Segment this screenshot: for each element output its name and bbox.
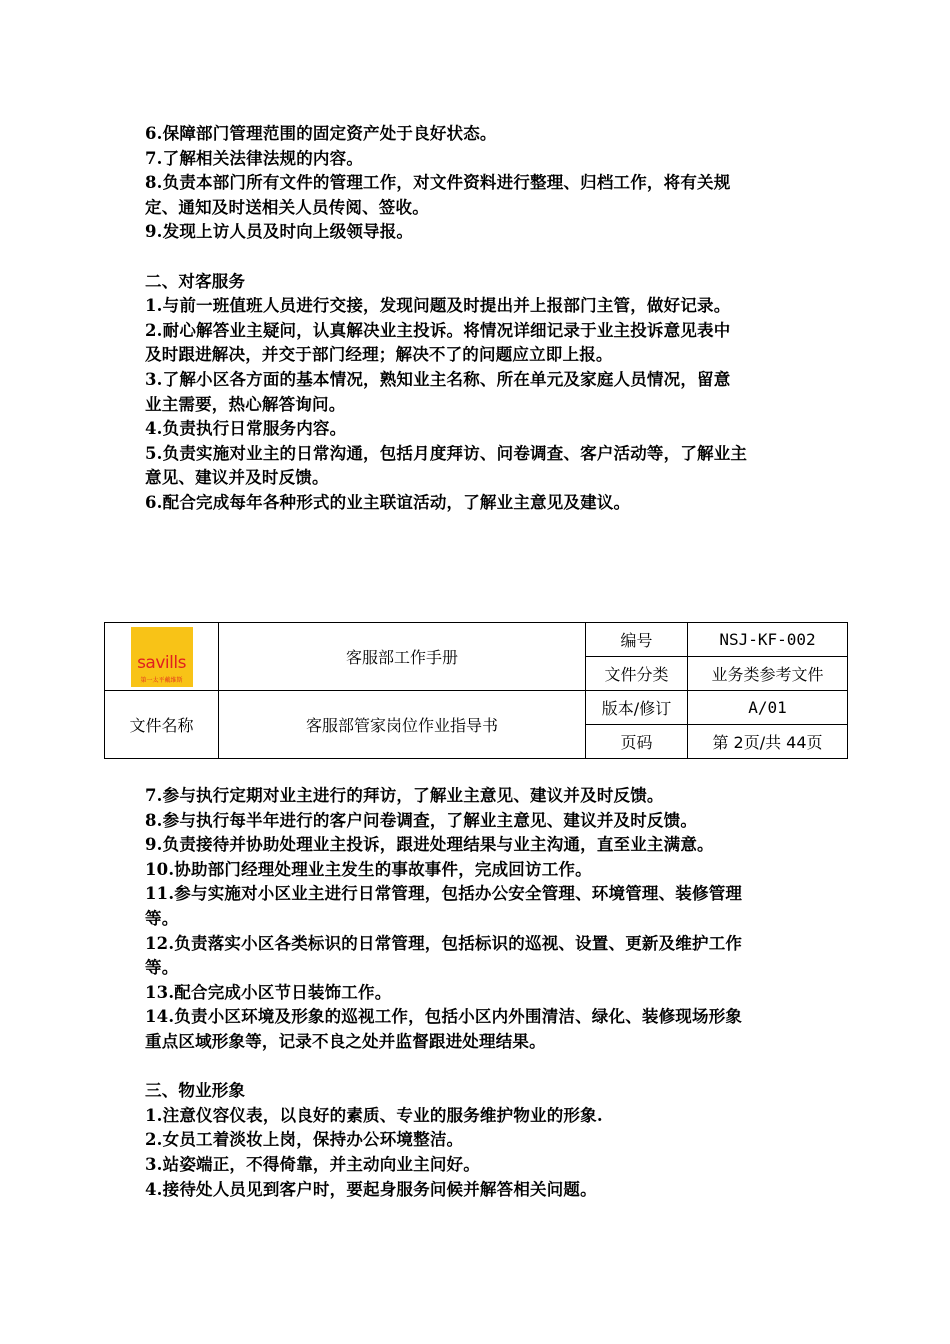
page-value: 第 2页/共 44页 — [688, 725, 848, 759]
code-label: 编号 — [586, 623, 688, 657]
text-line: 12.负责落实小区各类标识的日常管理，包括标识的巡视、设置、更新及维护工作 — [145, 933, 743, 953]
text-line: 等。 — [145, 958, 179, 978]
text-line: 5.负责实施对业主的日常沟通，包括月度拜访、问卷调查、客户活动等，了解业主 — [145, 443, 748, 463]
text-line: 定、通知及时送相关人员传阅、签收。 — [145, 197, 429, 217]
text-line: 等。 — [145, 908, 179, 928]
text-line: 1.与前一班值班人员进行交接，发现问题及时提出并上报部门主管，做好记录。 — [145, 296, 731, 316]
text-line: 7.了解相关法律法规的内容。 — [145, 148, 364, 168]
text-line: 11.参与实施对小区业主进行日常管理，包括办公安全管理、环境管理、装修管理 — [145, 884, 743, 904]
category-label: 文件分类 — [586, 657, 688, 691]
blank-line — [145, 1055, 815, 1080]
bottom-text-section — [145, 784, 815, 1202]
text-line: 8.参与执行每半年进行的客户问卷调查，了解业主意见、建议并及时反馈。 — [145, 810, 698, 830]
category-value: 业务类参考文件 — [688, 657, 848, 691]
savills-logo — [131, 627, 193, 687]
text-line: 3.了解小区各方面的基本情况，熟知业主名称、所在单元及家庭人员情况，留意 — [145, 369, 731, 389]
text-line: 7.参与执行定期对业主进行的拜访，了解业主意见、建议并及时反馈。 — [145, 786, 664, 805]
text-line: 意见、建议并及时反馈。 — [145, 468, 329, 488]
logo-wordmark: savills — [137, 652, 186, 673]
blank-line — [145, 245, 815, 270]
text-line: 及时跟进解决，并交于部门经理；解决不了的问题应立即上报。 — [145, 345, 613, 365]
version-value: A/01 — [688, 691, 848, 725]
text-line: 4.负责执行日常服务内容。 — [145, 419, 347, 439]
text-line: 9.负责接待并协助处理业主投诉，跟进处理结果与业主沟通，直至业主满意。 — [145, 835, 714, 855]
logo-tagline: 第一太平戴维斯 — [140, 676, 183, 684]
code-value: NSJ-KF-002 — [688, 623, 848, 657]
text-line: 13.配合完成小区节日装饰工作。 — [145, 982, 392, 1002]
document-header-table — [104, 622, 848, 759]
page-label: 页码 — [586, 725, 688, 759]
text-line: 14.负责小区环境及形象的巡视工作，包括小区内外围清洁、绿化、装修现场形象 — [145, 1007, 743, 1027]
text-line: 2.女员工着淡妆上岗，保持办公环境整洁。 — [145, 1130, 464, 1150]
text-line: 2.耐心解答业主疑问，认真解决业主投诉。将情况详细记录于业主投诉意见表中 — [145, 320, 731, 340]
text-line: 6.配合完成每年各种形式的业主联谊活动，了解业主意见及建议。 — [145, 492, 631, 512]
text-line: 4.接待处人员见到客户时，要起身服务问候并解答相关问题。 — [145, 1179, 597, 1199]
section-heading: 三、物业形象 — [145, 1081, 246, 1101]
text-line: 8.负责本部门所有文件的管理工作，对文件资料进行整理、归档工作，将有关规 — [145, 173, 731, 193]
text-line: 1.注意仪容仪表，以良好的素质、专业的服务维护物业的形象. — [145, 1105, 603, 1125]
manual-title: 客服部工作手册 — [219, 623, 586, 691]
section-heading: 二、对客服务 — [145, 271, 246, 291]
top-text-section — [145, 122, 815, 516]
text-line: 业主需要，热心解答询问。 — [145, 394, 346, 414]
text-line: 10.协助部门经理处理业主发生的事故事件，完成回访工作。 — [145, 859, 592, 879]
doc-name-label: 文件名称 — [105, 691, 219, 759]
text-line: 重点区域形象等，记录不良之处并监督跟进处理结果。 — [145, 1031, 546, 1051]
text-line: 9.发现上访人员及时向上级领导报。 — [145, 222, 414, 242]
version-label: 版本/修订 — [586, 691, 688, 725]
doc-name-value: 客服部管家岗位作业指导书 — [219, 691, 586, 759]
logo-cell — [105, 623, 219, 691]
text-line: 3.站姿端正，不得倚靠，并主动向业主问好。 — [145, 1154, 480, 1174]
text-line: 6.保障部门管理范围的固定资产处于良好状态。 — [145, 124, 497, 143]
